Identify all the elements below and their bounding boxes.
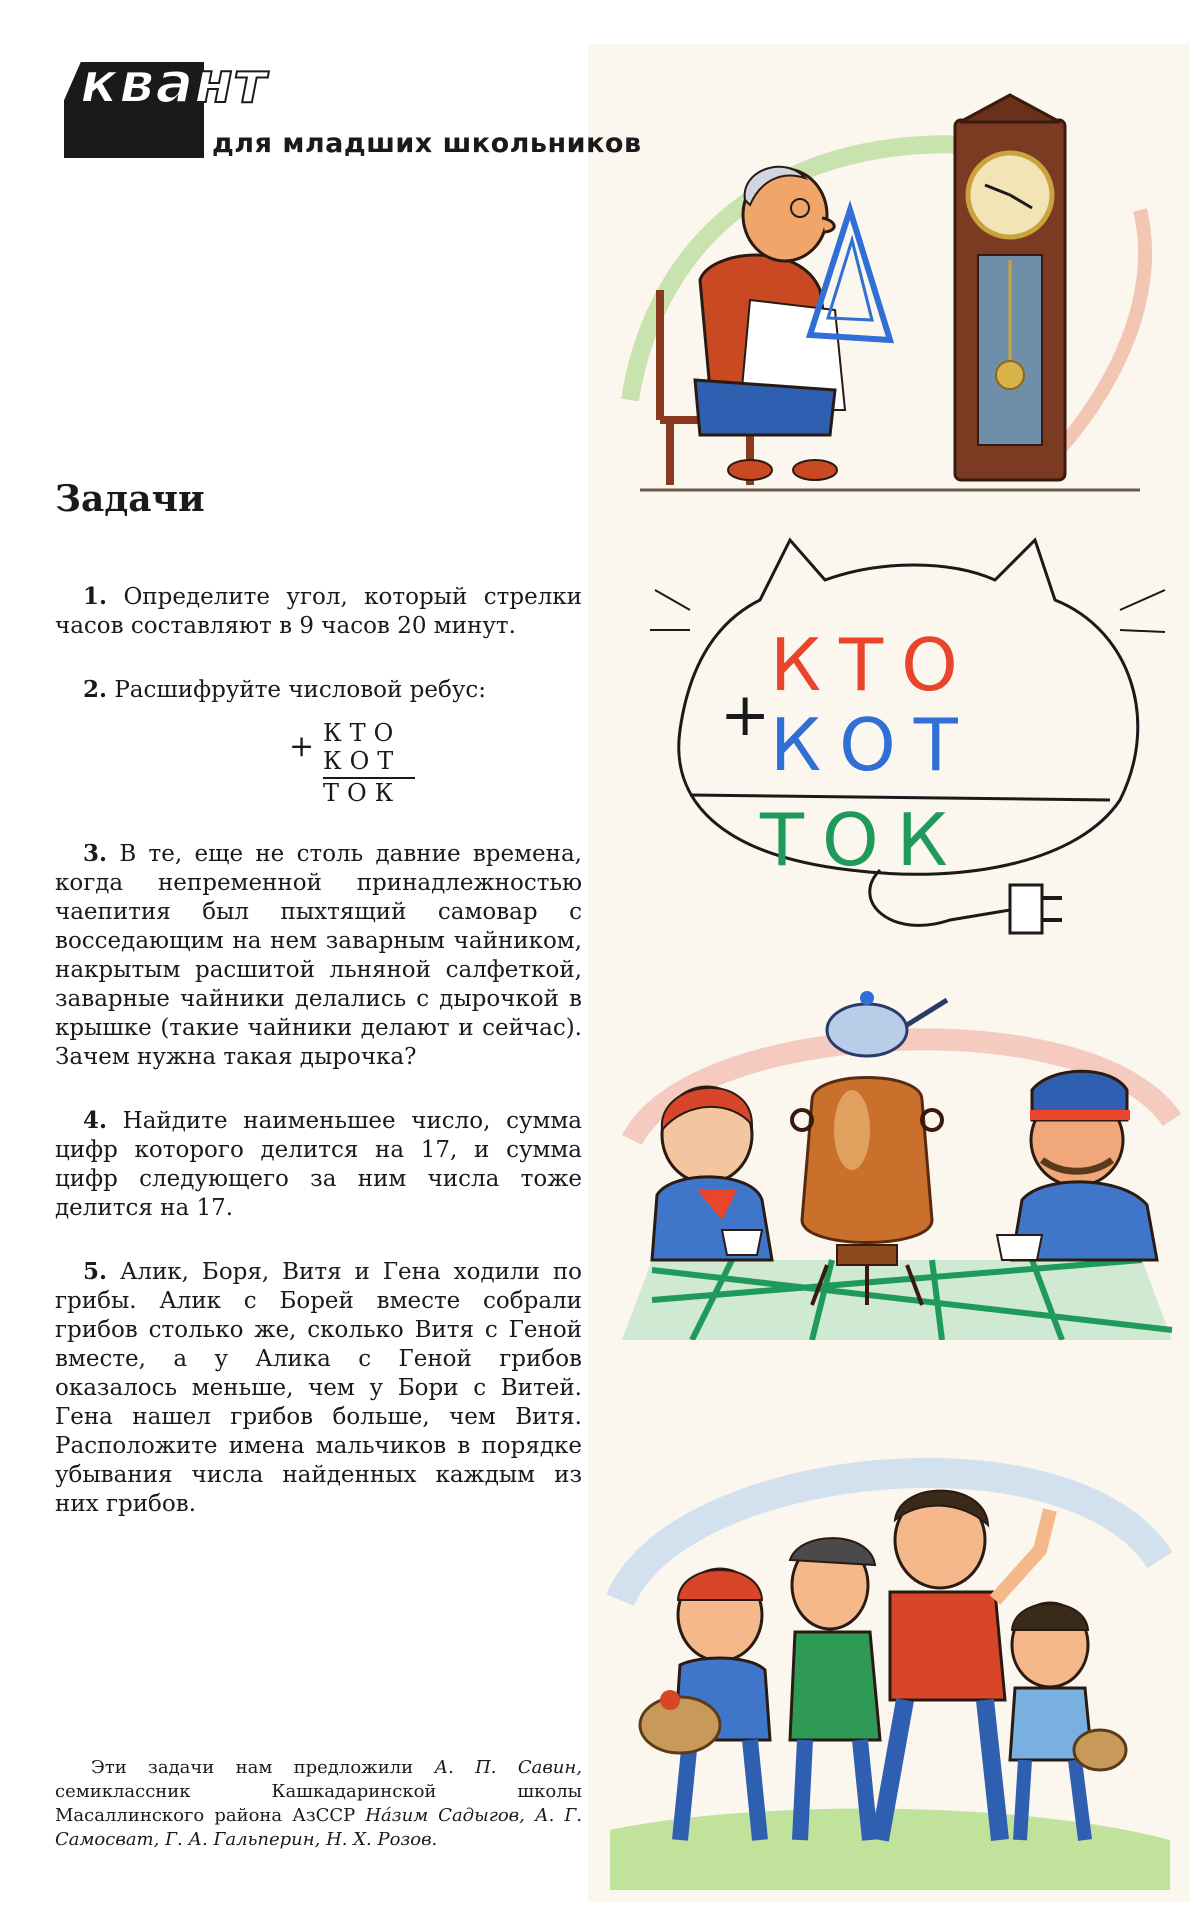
problem-text: Найдите наименьшее число, сумма цифр которого делится на 17, и сумма цифр следующего за ним числа тоже делится на 17. bbox=[55, 1108, 582, 1221]
problem-2 bbox=[55, 675, 582, 705]
cat-rebus-sum: ТОК bbox=[760, 798, 966, 882]
samovar-illustration bbox=[612, 960, 1182, 1340]
problem-text: В те, еще не столь давние времена, когда непременной принадлежностью чаепития был пыхтящий самовар с восседающим на нем заварным чайником, накрытым расшитой льняной салфеткой, заварные чайники делались с дырочкой в крышке (такие чайники делают и сейчас). Зачем нужна такая дырочка? bbox=[55, 841, 582, 1070]
problem-number: 3. bbox=[83, 840, 108, 867]
cat-rebus-illustration bbox=[650, 520, 1170, 940]
problem-number: 5. bbox=[83, 1258, 108, 1285]
grandma-clock-illustration bbox=[600, 90, 1180, 510]
rebus-row-1: КТО bbox=[323, 719, 402, 747]
credits-rest: А. Г. Самосват, Г. А. Гальперин, Н. Х. Розов. bbox=[55, 1805, 582, 1850]
rebus-sum: ТОК bbox=[323, 779, 402, 807]
problem-text: Определите угол, который стрелки часов составляют в 9 часов 20 минут. bbox=[55, 584, 583, 639]
credits-middle: семиклассник Кашкадаринской школы Масаллинского района АзССР bbox=[55, 1781, 582, 1826]
credits bbox=[55, 1756, 582, 1852]
logo-subtitle: для младших школьников bbox=[212, 128, 642, 159]
problem-number: 1. bbox=[83, 583, 108, 610]
rebus-plus: + bbox=[289, 729, 315, 764]
problem-text: Алик, Боря, Витя и Гена ходили по грибы. Алик с Борей вместе собрали грибов столько же, сколько Витя с Геной вместе, а у Алика с Геной грибов оказалось меньше, чем у Бори с Витей. Гена нашел грибов больше, чем Витя. Расположите имена мальчиков в порядке убывания числа найденных каждым из них грибов. bbox=[55, 1259, 582, 1517]
problem-5 bbox=[55, 1257, 582, 1519]
problem-4 bbox=[55, 1106, 582, 1223]
credits-author-2: На́зим Садыгов, bbox=[365, 1805, 525, 1826]
problem-text: Расшифруйте числовой ребус: bbox=[114, 677, 487, 703]
cat-rebus-row-1: КТО bbox=[770, 623, 976, 707]
problem-list bbox=[55, 582, 582, 1553]
problem-number: 4. bbox=[83, 1107, 108, 1134]
problem-number: 2. bbox=[83, 676, 108, 703]
problem-1 bbox=[55, 582, 582, 641]
cat-rebus-row-2: КОТ bbox=[770, 703, 976, 787]
cat-rebus-plus: + bbox=[720, 680, 771, 750]
section-title: Задачи bbox=[55, 478, 205, 520]
logo-text: квант bbox=[80, 51, 268, 116]
number-rebus bbox=[289, 719, 443, 807]
credits-intro: Эти задачи нам предложили bbox=[91, 1757, 414, 1778]
boys-mushrooms-illustration bbox=[600, 1400, 1180, 1890]
problem-3 bbox=[55, 839, 582, 1072]
rebus-row-2: КОТ bbox=[323, 747, 402, 775]
credits-author-1: А. П. Савин, bbox=[434, 1757, 582, 1778]
